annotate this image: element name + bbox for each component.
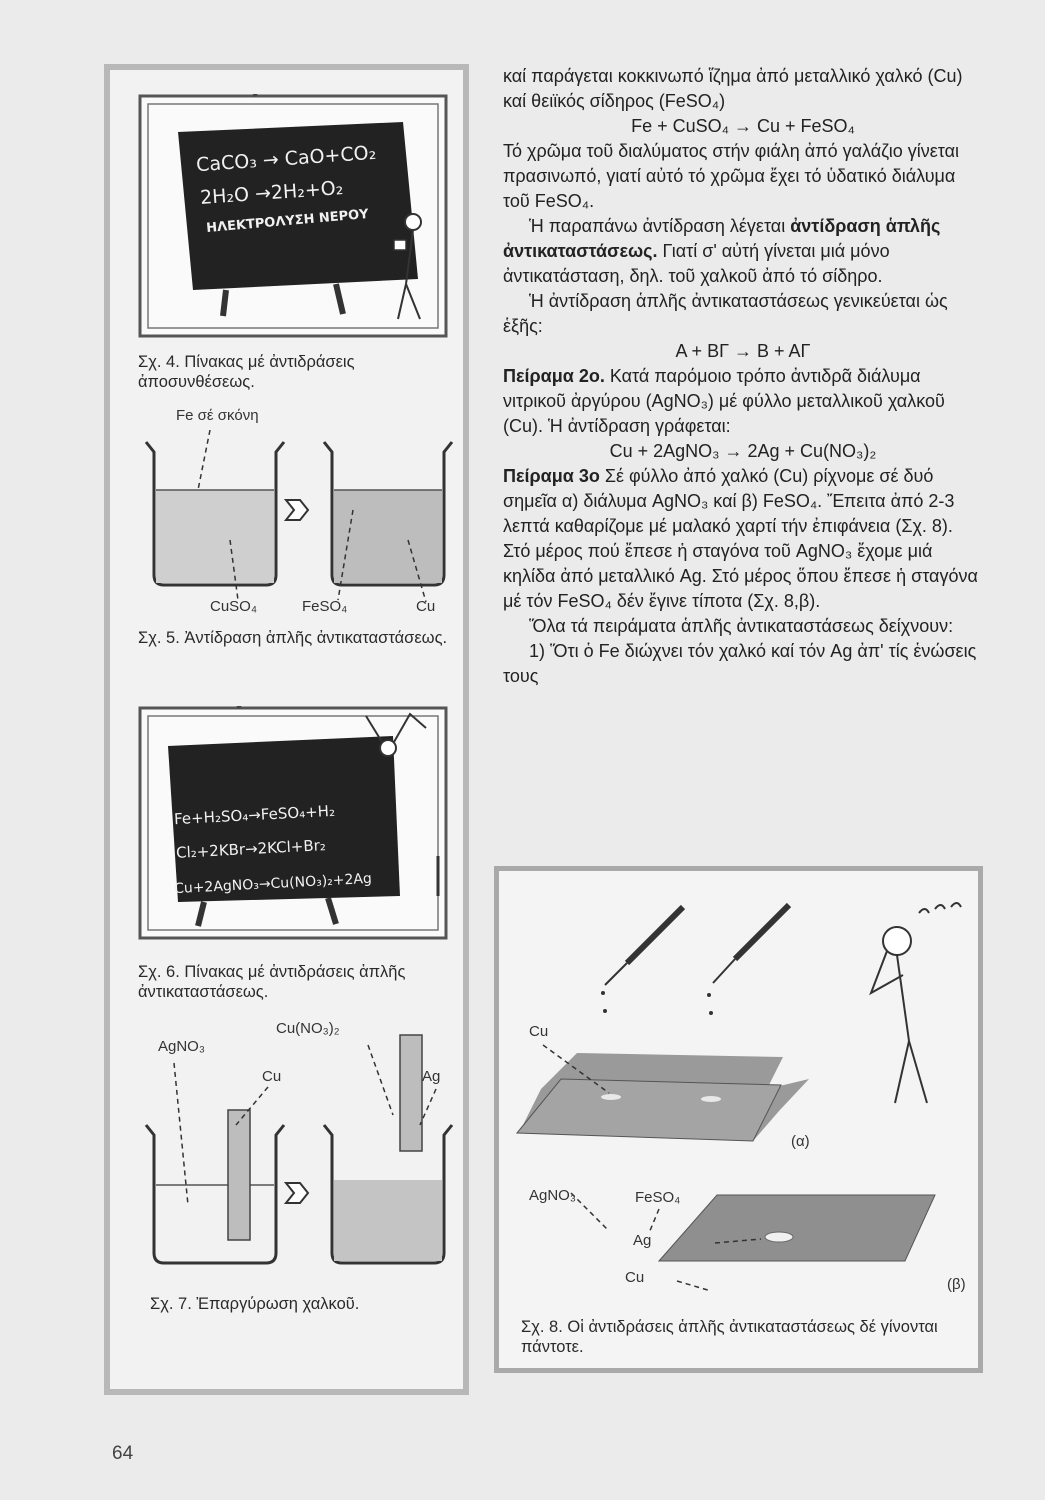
main-text-column (503, 64, 983, 689)
figure-7-caption: Σχ. 7. Ἐπαργύρωση χαλκοῦ. (150, 1295, 360, 1313)
board-line-2: Cl₂+2KBr→2KCl+Br₂ (175, 836, 327, 862)
paragraph-1: καί παράγεται κοκκινωπό ἵζημα ἀπό μεταλλικό χαλκό (Cu) καί θειϊκός σίδηρος (FeSO₄) (503, 66, 963, 111)
equation-2: Α + ΒΓ → Β + ΑΓ (675, 341, 811, 361)
experiment-3-heading: Πείραμα 3ο (503, 466, 600, 486)
label-ag: Ag (633, 1232, 652, 1249)
equation-3: Cu + 2AgNO₃ → 2Ag + Cu(NO₃)₂ (609, 441, 877, 461)
board-line-2: 2H₂O →2H₂+O₂ (199, 177, 344, 209)
label-agno3: AgNO₃ (529, 1187, 576, 1204)
paragraph-3-text-end: Γιατί σ' αὐτή γίνεται μιά μόνο ἀντικατάσταση, δηλ. τοῦ χαλκοῦ ἀπό τό σίδηρο. (503, 241, 890, 286)
term-simple-substitution: ἀντίδραση ἁπλῆς ἀντικαταστάσεως. (503, 216, 941, 261)
experiment-2-body: Κατά παρόμοιο τρόπο ἀντιδρᾶ διάλυμα νιτρικοῦ ἀργύρου (AgNO₃) μέ φύλλο μεταλλικοῦ χαλκοῦ (Cu). Ἡ ἀντίδραση γράφεται: (503, 366, 945, 436)
label-cuno3: Cu(NO₃)₂ (276, 1020, 340, 1037)
beakers-illustration-5 (138, 430, 458, 610)
label-cu: Cu (416, 598, 436, 615)
figure-8-caption: Σχ. 8. Οἱ ἀντιδράσεις ἁπλῆς ἀντικαταστάσεως δέ γίνονται πάντοτε. (521, 1318, 938, 1356)
figure-5-caption: Σχ. 5. Ἀντίδραση ἁπλῆς ἀντικαταστάσεως. (138, 629, 448, 647)
figure-4-caption: Σχ. 4. Πίνακας μέ ἀντιδράσεις ἀποσυνθέσεως. (138, 353, 355, 391)
beakers-illustration-7 (138, 1005, 458, 1265)
board-line-1: Fe+H₂SO₄→FeSO₄+H₂ (173, 801, 336, 829)
paragraph-3-text: Ἡ παραπάνω ἀντίδραση λέγεται (529, 216, 791, 236)
copper-sheet-illustration (499, 871, 978, 1311)
label-cu: Cu (262, 1068, 282, 1085)
experiment-2-heading: Πείραμα 2ο. (503, 366, 605, 386)
paragraph-3 (503, 214, 983, 289)
figure-sidebar (104, 64, 469, 1395)
label-feso4: FeSO₄ (635, 1189, 681, 1206)
board-line-1: CaCO₃ → CaO+CO₂ (195, 141, 377, 177)
paragraph-8: 1) Ὅτι ὁ Fe διώχνει τόν χαλκό καί τόν Ag ἀπ' τίς ἑνώσεις τους (503, 641, 977, 686)
paragraph-4: Ἡ ἀντίδραση ἁπλῆς ἀντικαταστάσεως γενικεύεται ὡς ἑξῆς: (503, 291, 948, 336)
paragraph-2: Τό χρῶμα τοῦ διαλύματος στήν φιάλη ἀπό γαλάζιο γίνεται πρασινωπό, γιατί αὐτό τό χρῶμα ἔχει τό ὑδατικό διάλυμα τοῦ FeSO₄. (503, 141, 960, 211)
page-number: 64 (112, 1443, 134, 1464)
label-feso4: FeSO₄ (302, 598, 348, 615)
figure-8 (494, 866, 983, 1373)
experiment-3-body: Σέ φύλλο ἀπό χαλκό (Cu) ρίχνομε σέ δυό σημεῖα α) διάλυμα AgNO₃ καί β) FeSO₄. Ἔπειτα ἀπό 2-3 λεπτά καθαρίζομε μέ μαλακό χαρτί τήν ἐπιφάνεια (Σχ. 8). Στό μέρος πού ἔπεσε ἡ σταγόνα τοῦ AgNO₃ ἔχομε μιά κηλίδα ἀπό μεταλλικό Ag. Στό μέρος ὅπου ἔπεσε ἡ σταγόνα μέ τόν FeSO₄ δέν ἔγινε τίποτα (Σχ. 8,β). (503, 466, 978, 611)
figure-6-caption: Σχ. 6. Πίνακας μέ ἀντιδράσεις ἁπλῆς ἀντικαταστάσεως. (138, 963, 406, 1001)
label-cu-bottom: Cu (625, 1269, 645, 1286)
board-line-3: ΗΛΕΚΤΡΟΛΥΣΗ ΝΕΡΟΥ (205, 206, 370, 237)
label-agno3: AgNO₃ (158, 1038, 205, 1055)
label-ag: Ag (422, 1068, 441, 1085)
paragraph-experiment-2 (503, 364, 983, 439)
label-alpha: (α) (791, 1133, 810, 1150)
label-cu-top: Cu (529, 1023, 549, 1040)
paragraph-experiment-3 (503, 464, 983, 614)
label-fe-powder: Fe σέ σκόνη (176, 407, 259, 424)
board-line-3: Cu+2AgNO₃→Cu(NO₃)₂+2Ag (173, 870, 373, 898)
paragraph-7: Ὅλα τά πειράματα ἁπλῆς ἀντικαταστάσεως δείχνουν: (529, 616, 954, 636)
label-cuso4: CuSO₄ (210, 598, 257, 615)
label-beta: (β) (947, 1276, 966, 1293)
equation-1: Fe + CuSO₄ → Cu + FeSO₄ (631, 116, 855, 136)
